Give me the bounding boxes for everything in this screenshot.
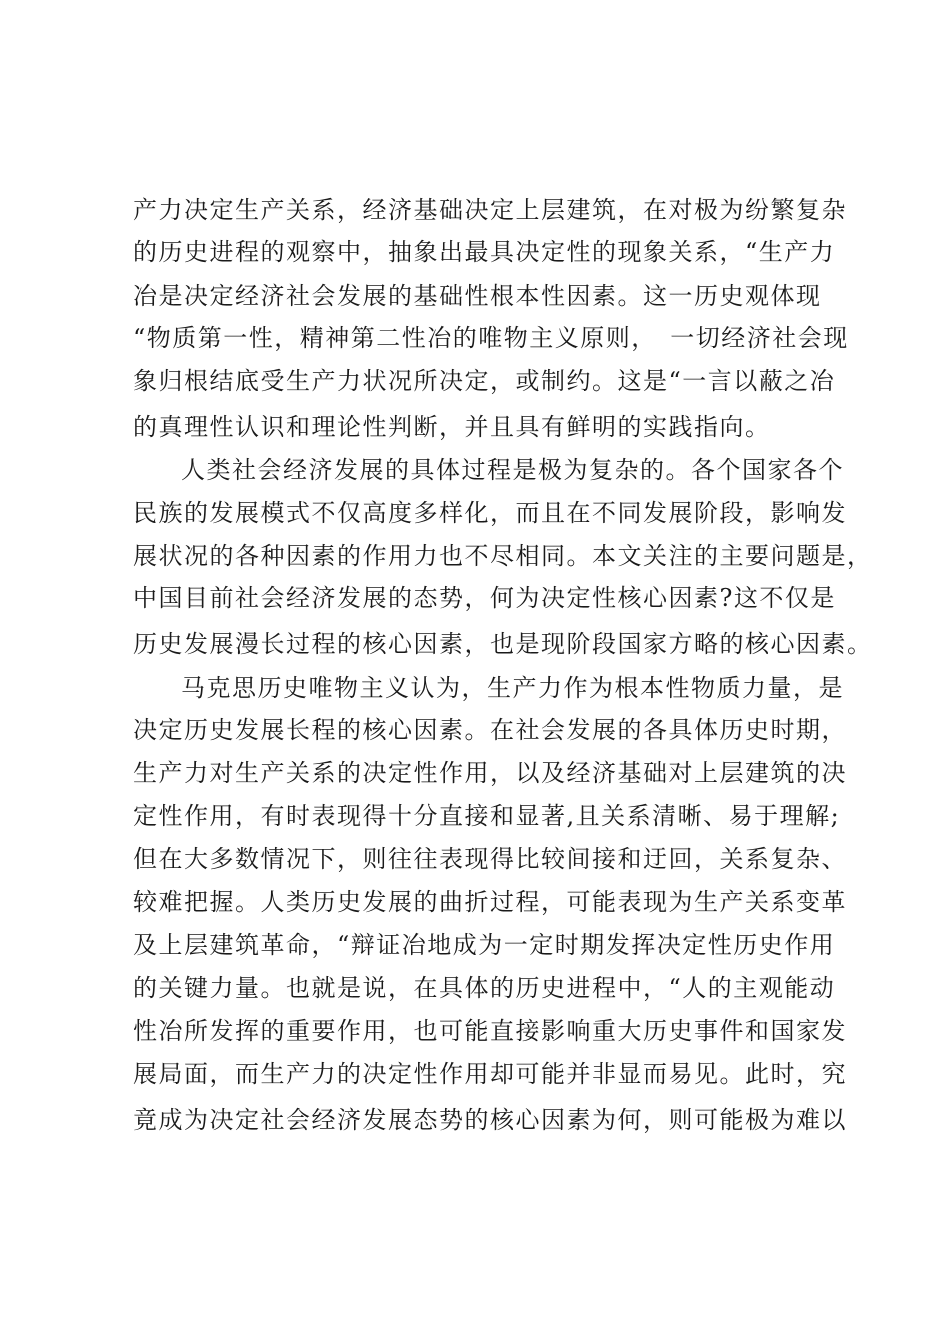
paragraph-3-line-5: 但在大多数情况下，则往往表现得比较间接和迂回，关系复杂、 [133,845,847,873]
paragraph-1-line-3: 冶是决定经济社会发展的基础性根本性因素。这一历史观体现 [133,282,822,310]
paragraph-1-line-5: 象归根结底受生产力状况所决定，或制约。这是“一言以蔽之冶 [133,367,836,395]
paragraph-2-line-2: 民族的发展模式不仅高度多样化，而且在不同发展阶段，影响发 [133,499,847,527]
paragraph-3-line-3: 生产力对生产关系的决定性作用，以及经济基础对上层建筑的决 [133,759,847,787]
paragraph-3-line-6: 较难把握。人类历史发展的曲折过程，可能表现为生产关系变革 [133,888,847,916]
paragraph-3-line-11: 竟成为决定社会经济发展态势的核心因素为何，则可能极为难以 [133,1106,847,1134]
paragraph-2-line-1: 人类社会经济发展的具体过程是极为复杂的。各个国家各个 [181,456,844,484]
paragraph-2-line-5: 历史发展漫长过程的核心因素，也是现阶段国家方略的核心因素。 [133,630,873,658]
paragraph-1-line-1: 产力决定生产关系，经济基础决定上层建筑，在对极为纷繁复杂 [133,196,847,224]
paragraph-2-line-4: 中国目前社会经济发展的态势，何为决定性核心因素?这不仅是 [133,584,836,612]
paragraph-1-line-4: “物质第一性，精神第二性冶的唯物主义原则， 一切经济社会现 [133,324,849,352]
paragraph-3-line-9: 性冶所发挥的重要作用，也可能直接影响重大历史事件和国家发 [133,1017,847,1045]
paragraph-3-line-8: 的关键力量。也就是说，在具体的历史进程中，“人的主观能动 [133,974,836,1002]
paragraph-1-line-2: 的历史进程的观察中，抽象出最具决定性的现象关系，“生产力 [133,238,836,266]
paragraph-3-line-4: 定性作用，有时表现得十分直接和显著,且关系清晰、易于理解; [133,802,841,830]
paragraph-1-line-6: 的真理性认识和理论性判断，并且具有鲜明的实践指向。 [133,413,771,441]
paragraph-3-line-10: 展局面，而生产力的决定性作用却可能并非显而易见。此时，究 [133,1060,847,1088]
paragraph-2-line-3: 展状况的各种因素的作用力也不尽相同。本文关注的主要问题是， [133,542,873,570]
paragraph-3-line-1: 马克思历史唯物主义认为，生产力作为根本性物质力量，是 [181,674,844,702]
paragraph-3-line-7: 及上层建筑革命，“辩证冶地成为一定时期发挥决定性历史作用 [133,931,836,959]
paragraph-3-line-2: 决定历史发展长程的核心因素。在社会发展的各具体历史时期， [133,716,847,744]
